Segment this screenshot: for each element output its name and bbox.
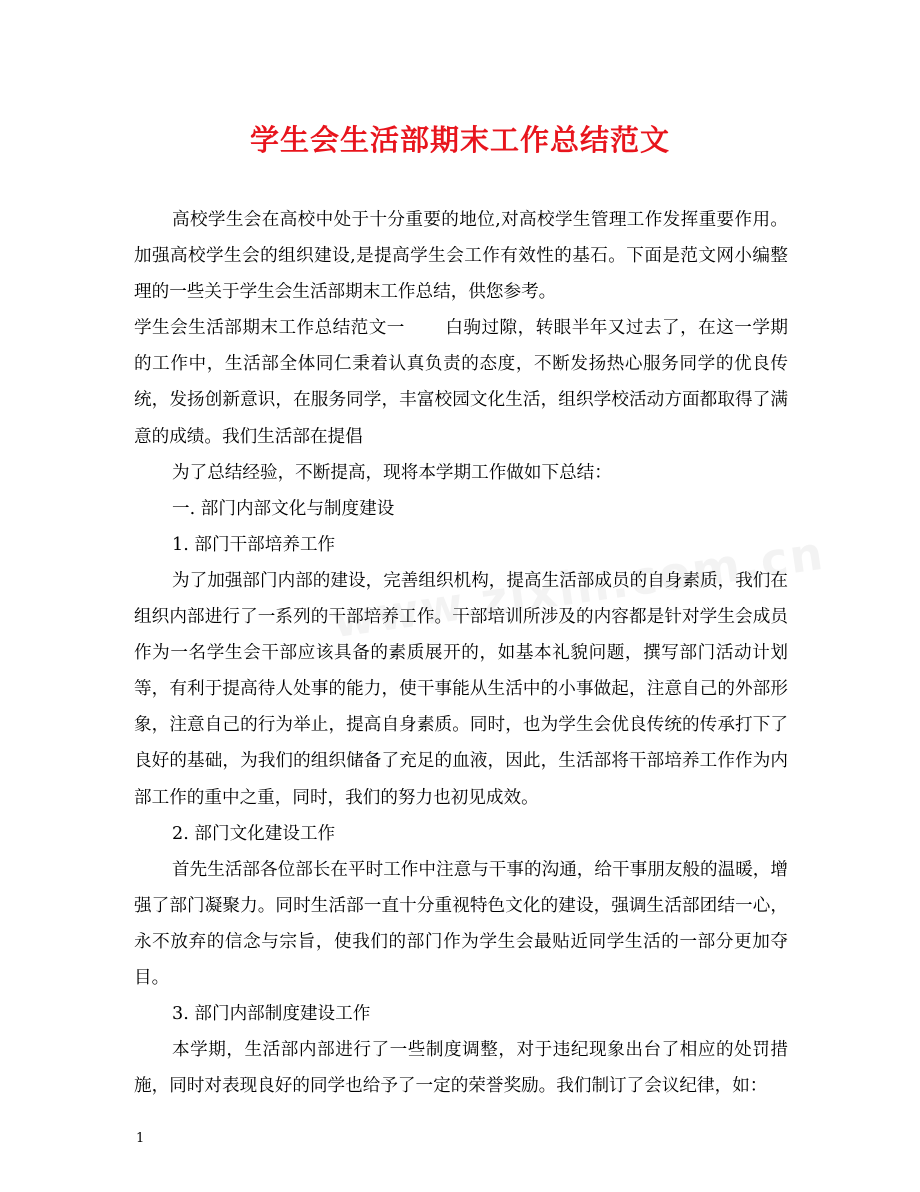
part-one-heading: 一. 部门内部文化与制度建设 xyxy=(172,498,395,519)
document-body xyxy=(134,202,788,1104)
item1-heading: 1. 部门干部培养工作 xyxy=(172,534,336,555)
item2-heading: 2. 部门文化建设工作 xyxy=(172,823,336,844)
intro-paragraph: 高校学生会在高校中处于十分重要的地位,对高校学生管理工作发挥重要作用。加强高校学生会的组织建设,是提高学生会工作有效性的基石。下面是范文网小编整理的一些关于学生会生活部期末工作总结，供您参考。 xyxy=(134,210,788,303)
section-heading: 学生会生活部期末工作总结范文一 xyxy=(134,318,405,339)
item3-text: 本学期，生活部内部进行了一些制度调整，对于违纪现象出台了相应的处罚措施，同时对表现良好的同学也给予了一定的荣誉奖励。我们制订了会议纪律，如： xyxy=(134,1040,788,1097)
section-opening-text: 白驹过隙，转眼半年又过去了，在这一学期的工作中，生活部全体同仁秉着认真负责的态度，不断发扬热心服务同学的优良传统，发扬创新意识，在服务同学，丰富校园文化生活，组织学校活动方面都取得了满意的成绩。我们生活部在提倡 xyxy=(134,318,788,447)
section-one-paragraph xyxy=(134,310,788,454)
page-number: 1 xyxy=(136,1131,145,1146)
item1-text: 为了加强部门内部的建设，完善组织机构，提高生活部成员的自身素质，我们在组织内部进行了一系列的干部培养工作。干部培训所涉及的内容都是针对学生会成员作为一名学生会干部应该具备的素质展开的，如基本礼貌问题，撰写部门活动计划等，有利于提高待人处事的能力，使干事能从生活中的小事做起，注意自己的外部形象，注意自己的行为举止，提高自身素质。同时，也为学生会优良传统的传承打下了良好的基础，为我们的组织储备了充足的血液，因此，生活部将干部培养工作作为内部工作的重中之重，同时，我们的努力也初见成效。 xyxy=(134,570,788,808)
document-title: 学生会生活部期末工作总结范文 xyxy=(249,123,670,157)
item3-heading: 3. 部门内部制度建设工作 xyxy=(172,1004,371,1025)
summary-intro: 为了总结经验，不断提高，现将本学期工作做如下总结： xyxy=(172,462,612,483)
item2-text: 首先生活部各位部长在平时工作中注意与干事的沟通，给干事朋友般的温暖，增强了部门凝聚力。同时生活部一直十分重视特色文化的建设，强调生活部团结一心，永不放弃的信念与宗旨，使我们的部门作为学生会最贴近同学生活的一部分更加夺目。 xyxy=(134,859,788,988)
